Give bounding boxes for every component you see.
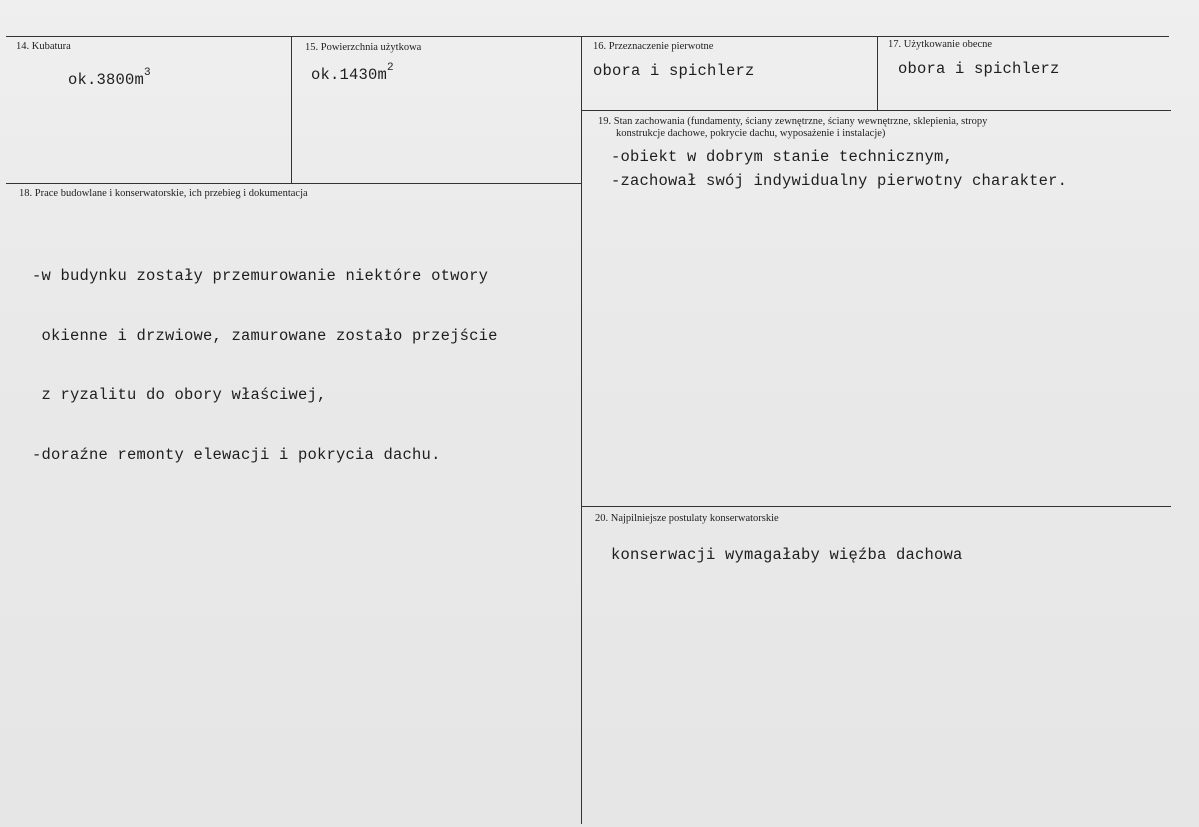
- divider-14-15: [291, 36, 292, 183]
- stan-zachowania-text: [611, 146, 1067, 193]
- przeznaczenie-value: obora i spichlerz: [593, 62, 755, 80]
- prace-budowlane-line: z ryzalitu do obory właściwej,: [32, 386, 327, 404]
- stan-zachowania-line: -obiekt w dobrym stanie technicznym,: [611, 148, 954, 166]
- postulaty-value: konserwacji wymagałaby więźba dachowa: [611, 546, 963, 564]
- prace-budowlane-line: okienne i drzwiowe, zamurowane zostało przejście: [32, 326, 498, 345]
- divider-16-17: [877, 36, 878, 110]
- top-rule: [6, 36, 1169, 37]
- prace-budowlane-text: [32, 229, 498, 503]
- stan-zachowania-line: -zachował swój indywidualny pierwotny charakter.: [611, 171, 1068, 190]
- postulaty-label: 20. Najpilniejsze postulaty konserwatorskie: [595, 513, 779, 524]
- powierzchnia-number: ok.1430m: [311, 66, 388, 85]
- main-vertical-divider: [581, 36, 582, 824]
- kubatura-exponent: 3: [144, 67, 151, 79]
- rule-below-16-17: [582, 110, 1171, 111]
- stan-zachowania-label-line2: konstrukcje dachowe, pokrycie dachu, wyposażenie i instalacje): [616, 128, 886, 139]
- rule-above-20: [582, 506, 1171, 507]
- prace-budowlane-label: 18. Prace budowlane i konserwatorskie, ich przebieg i dokumentacja: [19, 188, 308, 199]
- przeznaczenie-label: 16. Przeznaczenie pierwotne: [593, 41, 714, 52]
- powierzchnia-label: 15. Powierzchnia użytkowa: [305, 42, 422, 53]
- stan-zachowania-label-line1: 19. Stan zachowania (fundamenty, ściany zewnętrzne, ściany wewnętrzne, sklepienia, stropy: [598, 116, 988, 127]
- powierzchnia-value: [311, 62, 394, 85]
- kubatura-value: [68, 67, 151, 90]
- powierzchnia-exponent: 2: [387, 62, 394, 74]
- rule-below-14-15: [6, 183, 582, 184]
- kubatura-number: ok.3800m: [68, 71, 145, 90]
- uzytkowanie-label: 17. Użytkowanie obecne: [888, 39, 993, 50]
- kubatura-label: 14. Kubatura: [16, 41, 71, 52]
- prace-budowlane-line: -doraźne remonty elewacji i pokrycia dachu.: [32, 445, 441, 464]
- uzytkowanie-value: obora i spichlerz: [898, 60, 1060, 78]
- prace-budowlane-line: -w budynku zostały przemurowanie niektóre otwory: [32, 267, 489, 285]
